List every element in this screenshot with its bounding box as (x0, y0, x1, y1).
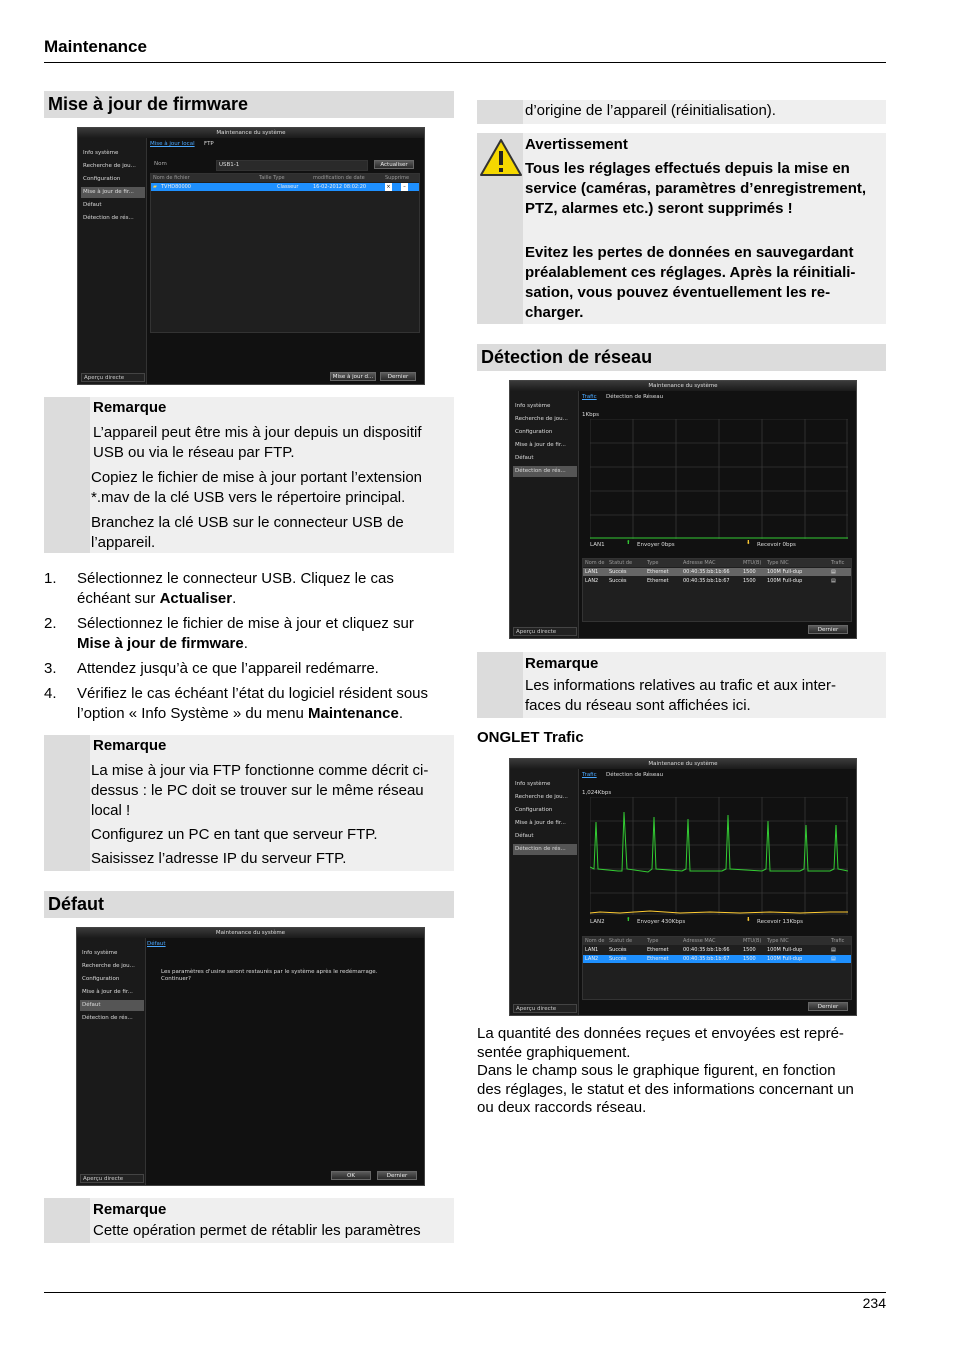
col-status: Statut de (609, 938, 633, 944)
tab-network-detection[interactable]: Détection de Réseau (606, 394, 664, 400)
menu-item-network[interactable]: Détection de rés... (513, 844, 577, 855)
menu-item-search[interactable]: Recherche de jou... (83, 163, 136, 169)
tab-default[interactable]: Défaut (147, 941, 166, 947)
screen-title: Maintenance du système (78, 128, 424, 138)
table-row[interactable] (583, 568, 851, 576)
default-message: Les paramètres d'usine seront restaurés par le système après le redémarrage. (161, 969, 378, 975)
col-traffic: Trafic (831, 938, 845, 944)
col-mtu: MTU(B) (743, 560, 762, 566)
col-status: Statut de (609, 560, 633, 566)
cell-nic: 100M Full-dup (767, 947, 803, 953)
step-number: 3. (44, 660, 57, 677)
menu-item-config[interactable]: Configuration (82, 976, 120, 982)
step-text: échéant sur (77, 590, 160, 607)
page-number: 234 (862, 1295, 886, 1311)
note-paragraph: La mise à jour via FTP fonctionne comme décrit ci-dessus : le PC doit se trouver sur le même réseau local ! (91, 762, 429, 819)
cell-nic: 100M Full-dup (767, 569, 803, 575)
menu-item-default[interactable]: Défaut (515, 833, 534, 839)
receive-arrow-icon: ⬇ (746, 540, 751, 546)
menu-item-default[interactable]: Défaut (80, 1000, 144, 1011)
col-mtu: MTU(B) (743, 938, 762, 944)
traffic-graph-idle (590, 419, 848, 539)
menu-item-config[interactable]: Configuration (515, 807, 553, 813)
steps-list (44, 569, 456, 729)
footer-rule (44, 1292, 886, 1293)
cell-mac: 00:40:35:bb:1b:66 (683, 569, 730, 575)
menu-item-info[interactable]: Info système (82, 950, 118, 956)
menu-item-info[interactable]: Info système (515, 403, 551, 409)
header-rule (44, 62, 886, 63)
body-line: ou deux raccords réseau. (477, 1099, 647, 1116)
note-paragraph: Copiez le fichier de mise à jour portant l’extension *.mav de la clé USB vers le répertoire principal. (91, 469, 423, 506)
col-date: modification de date (313, 175, 365, 181)
cell-mtu: 1500 (743, 569, 756, 575)
cell-name: LAN1 (585, 947, 599, 953)
delete-icon[interactable]: × (386, 184, 391, 190)
default-confirm: Continuer? (161, 976, 191, 982)
note-paragraph: Les informations relatives au trafic et aux inter-faces du réseau sont affichées ici. (525, 677, 836, 714)
cell-type: Ethernet (647, 947, 669, 953)
note-paragraph: L’appareil peut être mis à jour depuis un dispositif USB ou via le réseau par FTP. (93, 424, 422, 461)
receive-rate: Recevoir 0bps (757, 542, 796, 548)
cell-status: Succès (609, 578, 627, 584)
menu-item-network[interactable]: Détection de rés... (513, 466, 577, 477)
file-list-header (151, 174, 419, 182)
receive-rate: Recevoir 13Kbps (757, 919, 803, 925)
minus-icon[interactable]: – (401, 183, 408, 191)
menu-item-firmware[interactable]: Mise à jour de fir... (515, 442, 566, 448)
cell-name: LAN1 (585, 569, 599, 575)
cell-nic: 100M Full-dup (767, 578, 803, 584)
traffic-graph-active (590, 797, 848, 915)
nic-table-header (583, 937, 851, 945)
traffic-graph-icon[interactable]: ▤ (831, 569, 836, 575)
menu-item-info[interactable]: Info système (515, 781, 551, 787)
send-rate: Envoyer 430Kbps (637, 919, 686, 925)
note-paragraph: Branchez la clé USB sur le connecteur USB de l’appareil. (91, 514, 404, 551)
traffic-rate: 1,024Kbps (582, 790, 612, 796)
live-view-button[interactable]: Aperçu directe (80, 1174, 144, 1183)
onglet-traffic-heading: ONGLET Trafic (477, 729, 584, 746)
file-row[interactable] (151, 183, 419, 191)
step-number: 4. (44, 685, 57, 702)
usb-value: USB1-1 (219, 162, 240, 168)
note-paragraph: Cette opération permet de rétablir les paramètres (93, 1222, 421, 1239)
table-row[interactable] (583, 577, 851, 585)
note-gutter (477, 100, 523, 124)
note-gutter (44, 735, 90, 871)
note-box-ftp (44, 735, 454, 871)
note-box-default (44, 1198, 454, 1243)
page-header-title: Maintenance (44, 37, 147, 56)
file-date: 16-02-2012 08:02:20 (313, 184, 367, 190)
traffic-rate: 1Kbps (582, 412, 599, 418)
note-box-network (477, 652, 886, 718)
col-mac: Adresse MAC (683, 560, 716, 566)
step-number: 2. (44, 615, 57, 632)
network-screenshot-traffic (509, 758, 857, 1016)
table-row[interactable] (583, 955, 851, 963)
menu-item-config[interactable]: Configuration (83, 176, 121, 182)
cell-mac: 00:40:35:bb:1b:67 (683, 578, 730, 584)
col-nic: Type NIC (767, 938, 789, 944)
live-view-button[interactable]: Aperçu directe (81, 373, 145, 382)
note-gutter (44, 1198, 90, 1243)
screen-sidebar (510, 769, 579, 1015)
cell-mtu: 1500 (743, 578, 756, 584)
body-line: des réglages, le statut et des informations concernant un (477, 1080, 854, 1098)
network-screenshot-idle (509, 380, 857, 639)
col-type: Type (647, 560, 659, 566)
screen-sidebar (510, 391, 579, 638)
screen-title: Maintenance du système (510, 759, 856, 769)
menu-item-search[interactable]: Recherche de jou... (515, 416, 568, 422)
warning-paragraph: Tous les réglages effectués depuis la mise en service (caméras, paramètres d’enregistrement, PTZ, alarmes etc.) seront supprimés ! (525, 160, 867, 217)
live-view-button[interactable]: Aperçu directe (513, 1004, 577, 1013)
note-gutter (44, 397, 90, 553)
tab-local-update[interactable]: Mise à jour local (150, 141, 195, 147)
step-text: Attendez jusqu’à ce que l’appareil redémarre. (77, 660, 379, 677)
col-size-type: Taille Type (259, 175, 285, 181)
step-bold: Actualiser (159, 590, 233, 607)
menu-item-info[interactable]: Info système (83, 150, 119, 156)
note-box-firmware (44, 397, 454, 553)
col-name: Nom de (585, 938, 605, 944)
cell-mtu: 1500 (743, 956, 756, 962)
screen-sidebar (77, 938, 146, 1185)
menu-item-firmware[interactable]: Mise à jour de fir... (515, 820, 566, 826)
menu-item-default[interactable]: Défaut (83, 202, 102, 208)
usb-select[interactable] (216, 160, 368, 171)
step-text: l’option « Info Système » du menu (77, 705, 308, 722)
col-name: Nom de (585, 560, 605, 566)
section-heading-firmware: Mise à jour de firmware (44, 91, 454, 118)
step-text: . (243, 635, 248, 652)
step-text: Sélectionnez le fichier de mise à jour et cliquez sur (77, 615, 414, 632)
default-screenshot (76, 927, 425, 1186)
body-line: Dans le champ sous le graphique figurent, en fonction (477, 1062, 836, 1079)
traffic-graph-icon[interactable]: ▤ (831, 956, 836, 962)
note-title: Remarque (93, 737, 167, 754)
section-heading-default: Défaut (44, 891, 454, 918)
menu-item-network[interactable]: Détection de rés... (83, 215, 134, 221)
note-gutter (477, 652, 523, 718)
note-paragraph: Configurez un PC en tant que serveur FTP. (91, 826, 378, 843)
col-filename: Nom de fichier (153, 175, 190, 181)
screen-sidebar (78, 138, 147, 384)
tab-traffic[interactable]: Trafic (582, 394, 597, 400)
note-paragraph: d’origine de l’appareil (réinitialisation). (525, 102, 776, 119)
nic-table (582, 558, 852, 622)
screen-title: Maintenance du système (510, 381, 856, 391)
ok-button[interactable]: OK (331, 1171, 371, 1180)
note-title: Remarque (93, 1201, 167, 1218)
screen-title: Maintenance du système (77, 928, 424, 938)
update-button[interactable]: Mise à jour d... (330, 372, 376, 381)
device-label: Nom (154, 161, 167, 167)
step-text: . (398, 705, 404, 722)
cell-mac: 00:40:35:bb:1b:66 (683, 947, 730, 953)
traffic-graph-icon[interactable]: ▤ (831, 947, 836, 953)
back-button[interactable]: Dernier (808, 625, 848, 634)
cell-status: Succès (609, 956, 627, 962)
step-bold: Maintenance (307, 705, 399, 722)
warning-paragraph: Evitez les pertes de données en sauvegardant préalablement ces réglages. Après la réinitiali-sation, vous pouvez éventuellement les re-charger. (525, 244, 856, 321)
menu-item-default[interactable]: Défaut (515, 455, 534, 461)
note-title: Remarque (93, 399, 167, 416)
cell-status: Succès (609, 569, 627, 575)
menu-item-search[interactable]: Recherche de jou... (82, 963, 135, 969)
lan-label: LAN2 (590, 919, 605, 925)
cell-status: Succès (609, 947, 627, 953)
step-text: Sélectionnez le connecteur USB. Cliquez le cas (77, 570, 394, 587)
col-nic: Type NIC (767, 560, 789, 566)
menu-item-search[interactable]: Recherche de jou... (515, 794, 568, 800)
lan-label: LAN1 (590, 542, 605, 548)
refresh-button[interactable]: Actualiser (374, 160, 414, 169)
cell-mac: 00:40:35:bb:1b:67 (683, 956, 730, 962)
step-text: Vérifiez le cas échéant l’état du logiciel résident sous (77, 685, 429, 702)
cell-name: LAN2 (585, 956, 599, 962)
back-button[interactable]: Dernier (377, 1171, 417, 1180)
step-text: . (232, 590, 237, 607)
file-name: TVHD80000 (161, 184, 191, 190)
warning-title: Avertissement (525, 136, 628, 153)
col-delete: Supprime (385, 175, 410, 181)
warning-triangle-icon (479, 138, 523, 178)
col-mac: Adresse MAC (683, 938, 716, 944)
menu-item-network[interactable]: Détection de rés... (82, 1015, 133, 1021)
body-line: La quantité des données reçues et envoyées est repré- (477, 1025, 844, 1042)
note-paragraph: Saisissez l’adresse IP du serveur FTP. (91, 850, 347, 867)
note-title: Remarque (525, 655, 599, 672)
col-type: Type (647, 938, 659, 944)
body-line: sentée graphiquement. (477, 1043, 631, 1061)
cell-type: Ethernet (647, 578, 669, 584)
menu-item-config[interactable]: Configuration (515, 429, 553, 435)
tab-ftp[interactable]: FTP (204, 141, 214, 147)
folder-icon: ▰ (153, 184, 157, 190)
back-button[interactable]: Dernier (808, 1002, 848, 1011)
menu-item-firmware[interactable]: Mise à jour de fir... (82, 989, 133, 995)
nic-table (582, 936, 852, 1000)
section-heading-network: Détection de réseau (477, 344, 886, 371)
col-traffic: Trafic (831, 560, 845, 566)
tab-network-detection[interactable]: Détection de Réseau (606, 772, 664, 778)
file-type: Classeur (277, 184, 299, 190)
send-rate: Envoyer 0bps (637, 542, 675, 548)
table-row[interactable] (583, 946, 851, 954)
cell-nic: 100M Full-dup (767, 956, 803, 962)
send-arrow-icon: ⬆ (626, 540, 631, 546)
traffic-graph-icon[interactable]: ▤ (831, 578, 836, 584)
receive-arrow-icon: ⬇ (746, 917, 751, 923)
menu-item-firmware[interactable]: Mise à jour de fir... (81, 187, 145, 198)
warning-box (477, 133, 886, 324)
cell-type: Ethernet (647, 569, 669, 575)
file-list-pane (150, 173, 420, 333)
send-arrow-icon: ⬆ (626, 917, 631, 923)
cell-mtu: 1500 (743, 947, 756, 953)
firmware-screenshot (77, 127, 425, 385)
step-bold: Mise à jour de firmware (77, 635, 244, 652)
network-description (477, 1025, 886, 1118)
cell-type: Ethernet (647, 956, 669, 962)
cell-name: LAN2 (585, 578, 599, 584)
live-view-button[interactable]: Aperçu directe (513, 627, 577, 636)
back-button[interactable]: Dernier (380, 372, 416, 381)
tab-traffic[interactable]: Trafic (582, 772, 597, 778)
note-box-default-continued (477, 100, 886, 124)
nic-table-header (583, 559, 851, 567)
step-number: 1. (44, 570, 57, 587)
